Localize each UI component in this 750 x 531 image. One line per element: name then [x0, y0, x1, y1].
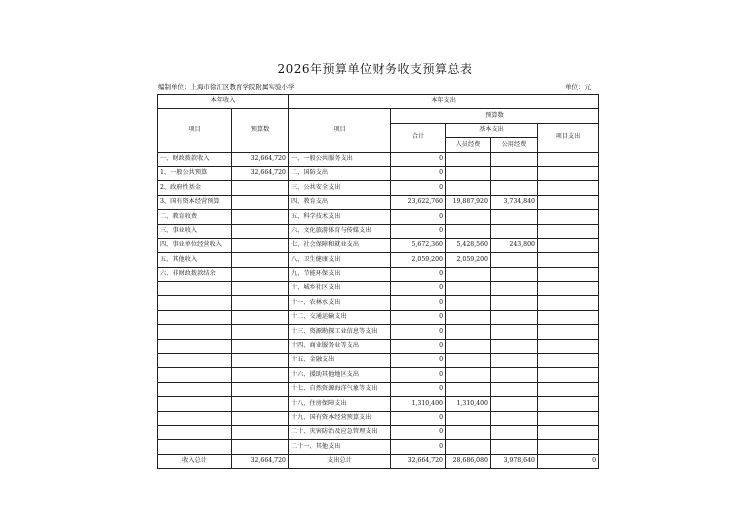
project-cell — [538, 166, 599, 180]
expense-item-cell: 二十一、其他支出 — [289, 440, 391, 454]
expense-total-cell: 0 — [391, 282, 446, 296]
project-cell — [538, 440, 599, 454]
personnel-cell — [446, 325, 491, 339]
personnel-cell — [446, 382, 491, 396]
basic-expense-header: 基本支出 — [446, 123, 538, 137]
public-cell — [491, 440, 538, 454]
public-cell — [491, 181, 538, 195]
expense-total-cell: 0 — [391, 267, 446, 281]
public-cell — [491, 310, 538, 324]
personnel-cell — [446, 310, 491, 324]
expense-item-cell: 三、公共安全支出 — [289, 181, 391, 195]
project-cell — [538, 224, 599, 238]
income-item-cell — [158, 310, 232, 324]
expense-total-cell: 0 — [391, 210, 446, 224]
income-item-cell — [158, 397, 232, 411]
table-row — [158, 166, 599, 180]
income-item-cell: 3、国有资本经营预算 — [158, 195, 232, 209]
income-item-cell: 1、一般公共预算 — [158, 166, 232, 180]
public-cell — [491, 382, 538, 396]
public-cell — [491, 368, 538, 382]
project-expense-header: 项目支出 — [538, 123, 599, 152]
personnel-cell — [446, 440, 491, 454]
income-section-header: 本年收入 — [158, 95, 289, 109]
expense-total-cell: 0 — [391, 425, 446, 439]
personnel-cell: 19,887,920 — [446, 195, 491, 209]
personnel-cell — [446, 282, 491, 296]
expense-total-cell: 0 — [391, 310, 446, 324]
income-item-cell: 四、事业单位经营收入 — [158, 238, 232, 252]
public-cell — [491, 166, 538, 180]
income-item-cell: 五、其他收入 — [158, 253, 232, 267]
personnel-cell — [446, 152, 491, 166]
expense-total-cell: 5,672,360 — [391, 238, 446, 252]
income-amount-cell — [232, 382, 289, 396]
table-row — [158, 224, 599, 238]
project-cell — [538, 296, 599, 310]
project-cell — [538, 411, 599, 425]
project-cell — [538, 325, 599, 339]
expense-section-header: 本年支出 — [289, 95, 599, 109]
table-row — [158, 310, 599, 324]
public-cell — [491, 210, 538, 224]
personnel-cell: 5,428,560 — [446, 238, 491, 252]
income-amount-cell: 32,664,720 — [232, 152, 289, 166]
project-cell — [538, 339, 599, 353]
currency-label: 单位：元 — [565, 83, 591, 91]
expense-item-cell: 十五、金融支出 — [289, 354, 391, 368]
public-cell — [491, 152, 538, 166]
table-row — [158, 425, 599, 439]
project-cell — [538, 181, 599, 195]
income-item-header: 项目 — [158, 109, 232, 152]
income-total-label: 收入总计 — [158, 454, 232, 468]
income-amount-cell — [232, 195, 289, 209]
table-row — [158, 354, 599, 368]
table-row — [158, 282, 599, 296]
table-row — [158, 411, 599, 425]
project-cell — [538, 425, 599, 439]
personnel-cell — [446, 354, 491, 368]
income-item-cell — [158, 425, 232, 439]
expense-item-cell: 十七、自然资源海洋气象等支出 — [289, 382, 391, 396]
income-item-cell — [158, 440, 232, 454]
expense-total-cell: 2,059,200 — [391, 253, 446, 267]
project-cell — [538, 253, 599, 267]
project-cell — [538, 152, 599, 166]
income-item-cell — [158, 354, 232, 368]
expense-grand-total: 32,664,720 — [391, 454, 446, 468]
income-item-cell — [158, 325, 232, 339]
table-row — [158, 397, 599, 411]
personnel-cell — [446, 166, 491, 180]
income-item-cell: 六、非财政拨款结余 — [158, 267, 232, 281]
budget-group-header: 预算数 — [391, 109, 599, 123]
income-item-cell — [158, 282, 232, 296]
public-cell — [491, 253, 538, 267]
expense-total-cell: 23,622,760 — [391, 195, 446, 209]
project-cell — [538, 210, 599, 224]
income-item-cell: 2、政府性基金 — [158, 181, 232, 195]
expense-item-cell: 二、国防支出 — [289, 166, 391, 180]
expense-total-cell: 0 — [391, 152, 446, 166]
expense-item-cell: 一、一般公共服务支出 — [289, 152, 391, 166]
expense-item-cell: 十九、国有资本经营预算支出 — [289, 411, 391, 425]
public-cell — [491, 224, 538, 238]
public-cell — [491, 425, 538, 439]
expense-item-cell: 七、社会保障和就业支出 — [289, 238, 391, 252]
expense-total-cell: 0 — [391, 296, 446, 310]
personnel-cell — [446, 296, 491, 310]
income-amount-cell — [232, 425, 289, 439]
income-item-cell — [158, 411, 232, 425]
income-amount-cell — [232, 368, 289, 382]
project-cell — [538, 354, 599, 368]
income-amount-cell — [232, 282, 289, 296]
expense-total-cell: 0 — [391, 382, 446, 396]
page-title: 2026年预算单位财务收支预算总表 — [277, 62, 473, 76]
public-cell — [491, 339, 538, 353]
public-cell — [491, 325, 538, 339]
project-cell — [538, 310, 599, 324]
table-row — [158, 296, 599, 310]
table-row — [158, 368, 599, 382]
income-amount-cell — [232, 440, 289, 454]
expense-total-cell: 0 — [391, 224, 446, 238]
expense-item-cell: 十六、援助其他地区支出 — [289, 368, 391, 382]
income-amount-cell — [232, 181, 289, 195]
income-amount-cell — [232, 397, 289, 411]
income-item-cell: 二、教育收费 — [158, 210, 232, 224]
income-amount-cell — [232, 253, 289, 267]
expense-item-cell: 十一、农林水支出 — [289, 296, 391, 310]
unit-label: 编制单位：上海市徐汇区教育学院附属实验小学 — [158, 83, 295, 91]
expense-item-cell: 八、卫生健康支出 — [289, 253, 391, 267]
expense-total-cell: 0 — [391, 325, 446, 339]
personnel-cell: 2,059,200 — [446, 253, 491, 267]
income-item-cell — [158, 296, 232, 310]
personnel-total: 28,686,080 — [446, 454, 491, 468]
project-cell — [538, 238, 599, 252]
expense-item-cell: 十三、资源勘探工业信息等支出 — [289, 325, 391, 339]
expense-total-cell: 0 — [391, 181, 446, 195]
income-item-cell — [158, 368, 232, 382]
personnel-cell — [446, 224, 491, 238]
expense-total-label: 支出总计 — [289, 454, 391, 468]
public-cell — [491, 411, 538, 425]
total-header: 合计 — [391, 123, 446, 152]
income-amount-cell: 32,664,720 — [232, 166, 289, 180]
income-amount-cell — [232, 325, 289, 339]
project-cell — [538, 282, 599, 296]
personnel-cell — [446, 368, 491, 382]
income-amount-cell — [232, 339, 289, 353]
table-row — [158, 181, 599, 195]
expense-total-cell: 0 — [391, 440, 446, 454]
project-total: 0 — [538, 454, 599, 468]
income-amount-header: 预算数 — [232, 109, 289, 152]
income-amount-cell — [232, 224, 289, 238]
public-cell: 243,800 — [491, 238, 538, 252]
income-amount-cell — [232, 267, 289, 281]
expense-total-cell: 0 — [391, 354, 446, 368]
project-cell — [538, 382, 599, 396]
public-cell: 3,734,840 — [491, 195, 538, 209]
expense-item-header: 项目 — [289, 109, 391, 152]
income-amount-cell — [232, 354, 289, 368]
public-cell — [491, 354, 538, 368]
expense-item-cell: 九、节能环保支出 — [289, 267, 391, 281]
personnel-cell — [446, 210, 491, 224]
project-cell — [538, 368, 599, 382]
public-cell — [491, 296, 538, 310]
project-cell — [538, 397, 599, 411]
budget-table — [157, 94, 599, 469]
table-row — [158, 267, 599, 281]
expense-total-cell: 0 — [391, 368, 446, 382]
public-total: 3,978,640 — [491, 454, 538, 468]
totals-row — [158, 454, 599, 468]
income-amount-cell — [232, 296, 289, 310]
expense-total-cell: 0 — [391, 411, 446, 425]
income-amount-cell — [232, 210, 289, 224]
expense-total-cell: 0 — [391, 339, 446, 353]
expense-item-cell: 六、文化旅游体育与传媒支出 — [289, 224, 391, 238]
table-row — [158, 195, 599, 209]
public-header: 公用经费 — [491, 138, 538, 152]
project-cell — [538, 195, 599, 209]
personnel-cell — [446, 181, 491, 195]
public-cell — [491, 397, 538, 411]
personnel-cell — [446, 425, 491, 439]
expense-item-cell: 十二、交通运输支出 — [289, 310, 391, 324]
table-row — [158, 152, 599, 166]
income-item-cell — [158, 382, 232, 396]
table-row — [158, 253, 599, 267]
income-item-cell: 一、财政拨款收入 — [158, 152, 232, 166]
expense-item-cell: 十四、商业服务业等支出 — [289, 339, 391, 353]
expense-total-cell: 0 — [391, 166, 446, 180]
project-cell — [538, 267, 599, 281]
table-row — [158, 382, 599, 396]
personnel-cell — [446, 411, 491, 425]
expense-item-cell: 四、教育支出 — [289, 195, 391, 209]
personnel-cell: 1,310,400 — [446, 397, 491, 411]
table-row — [158, 339, 599, 353]
income-item-cell — [158, 339, 232, 353]
table-row — [158, 210, 599, 224]
personnel-header: 人员经费 — [446, 138, 491, 152]
income-amount-cell — [232, 238, 289, 252]
personnel-cell — [446, 267, 491, 281]
table-row — [158, 238, 599, 252]
personnel-cell — [446, 339, 491, 353]
table-row — [158, 440, 599, 454]
expense-item-cell: 五、科学技术支出 — [289, 210, 391, 224]
expense-total-cell: 1,310,400 — [391, 397, 446, 411]
public-cell — [491, 282, 538, 296]
income-amount-cell — [232, 310, 289, 324]
expense-item-cell: 十八、住房保障支出 — [289, 397, 391, 411]
income-item-cell: 三、事业收入 — [158, 224, 232, 238]
income-total-amount: 32,664,720 — [232, 454, 289, 468]
income-amount-cell — [232, 411, 289, 425]
table-row — [158, 325, 599, 339]
expense-item-cell: 十、城乡社区支出 — [289, 282, 391, 296]
public-cell — [491, 267, 538, 281]
expense-item-cell: 二十、灾害防治及应急管理支出 — [289, 425, 391, 439]
